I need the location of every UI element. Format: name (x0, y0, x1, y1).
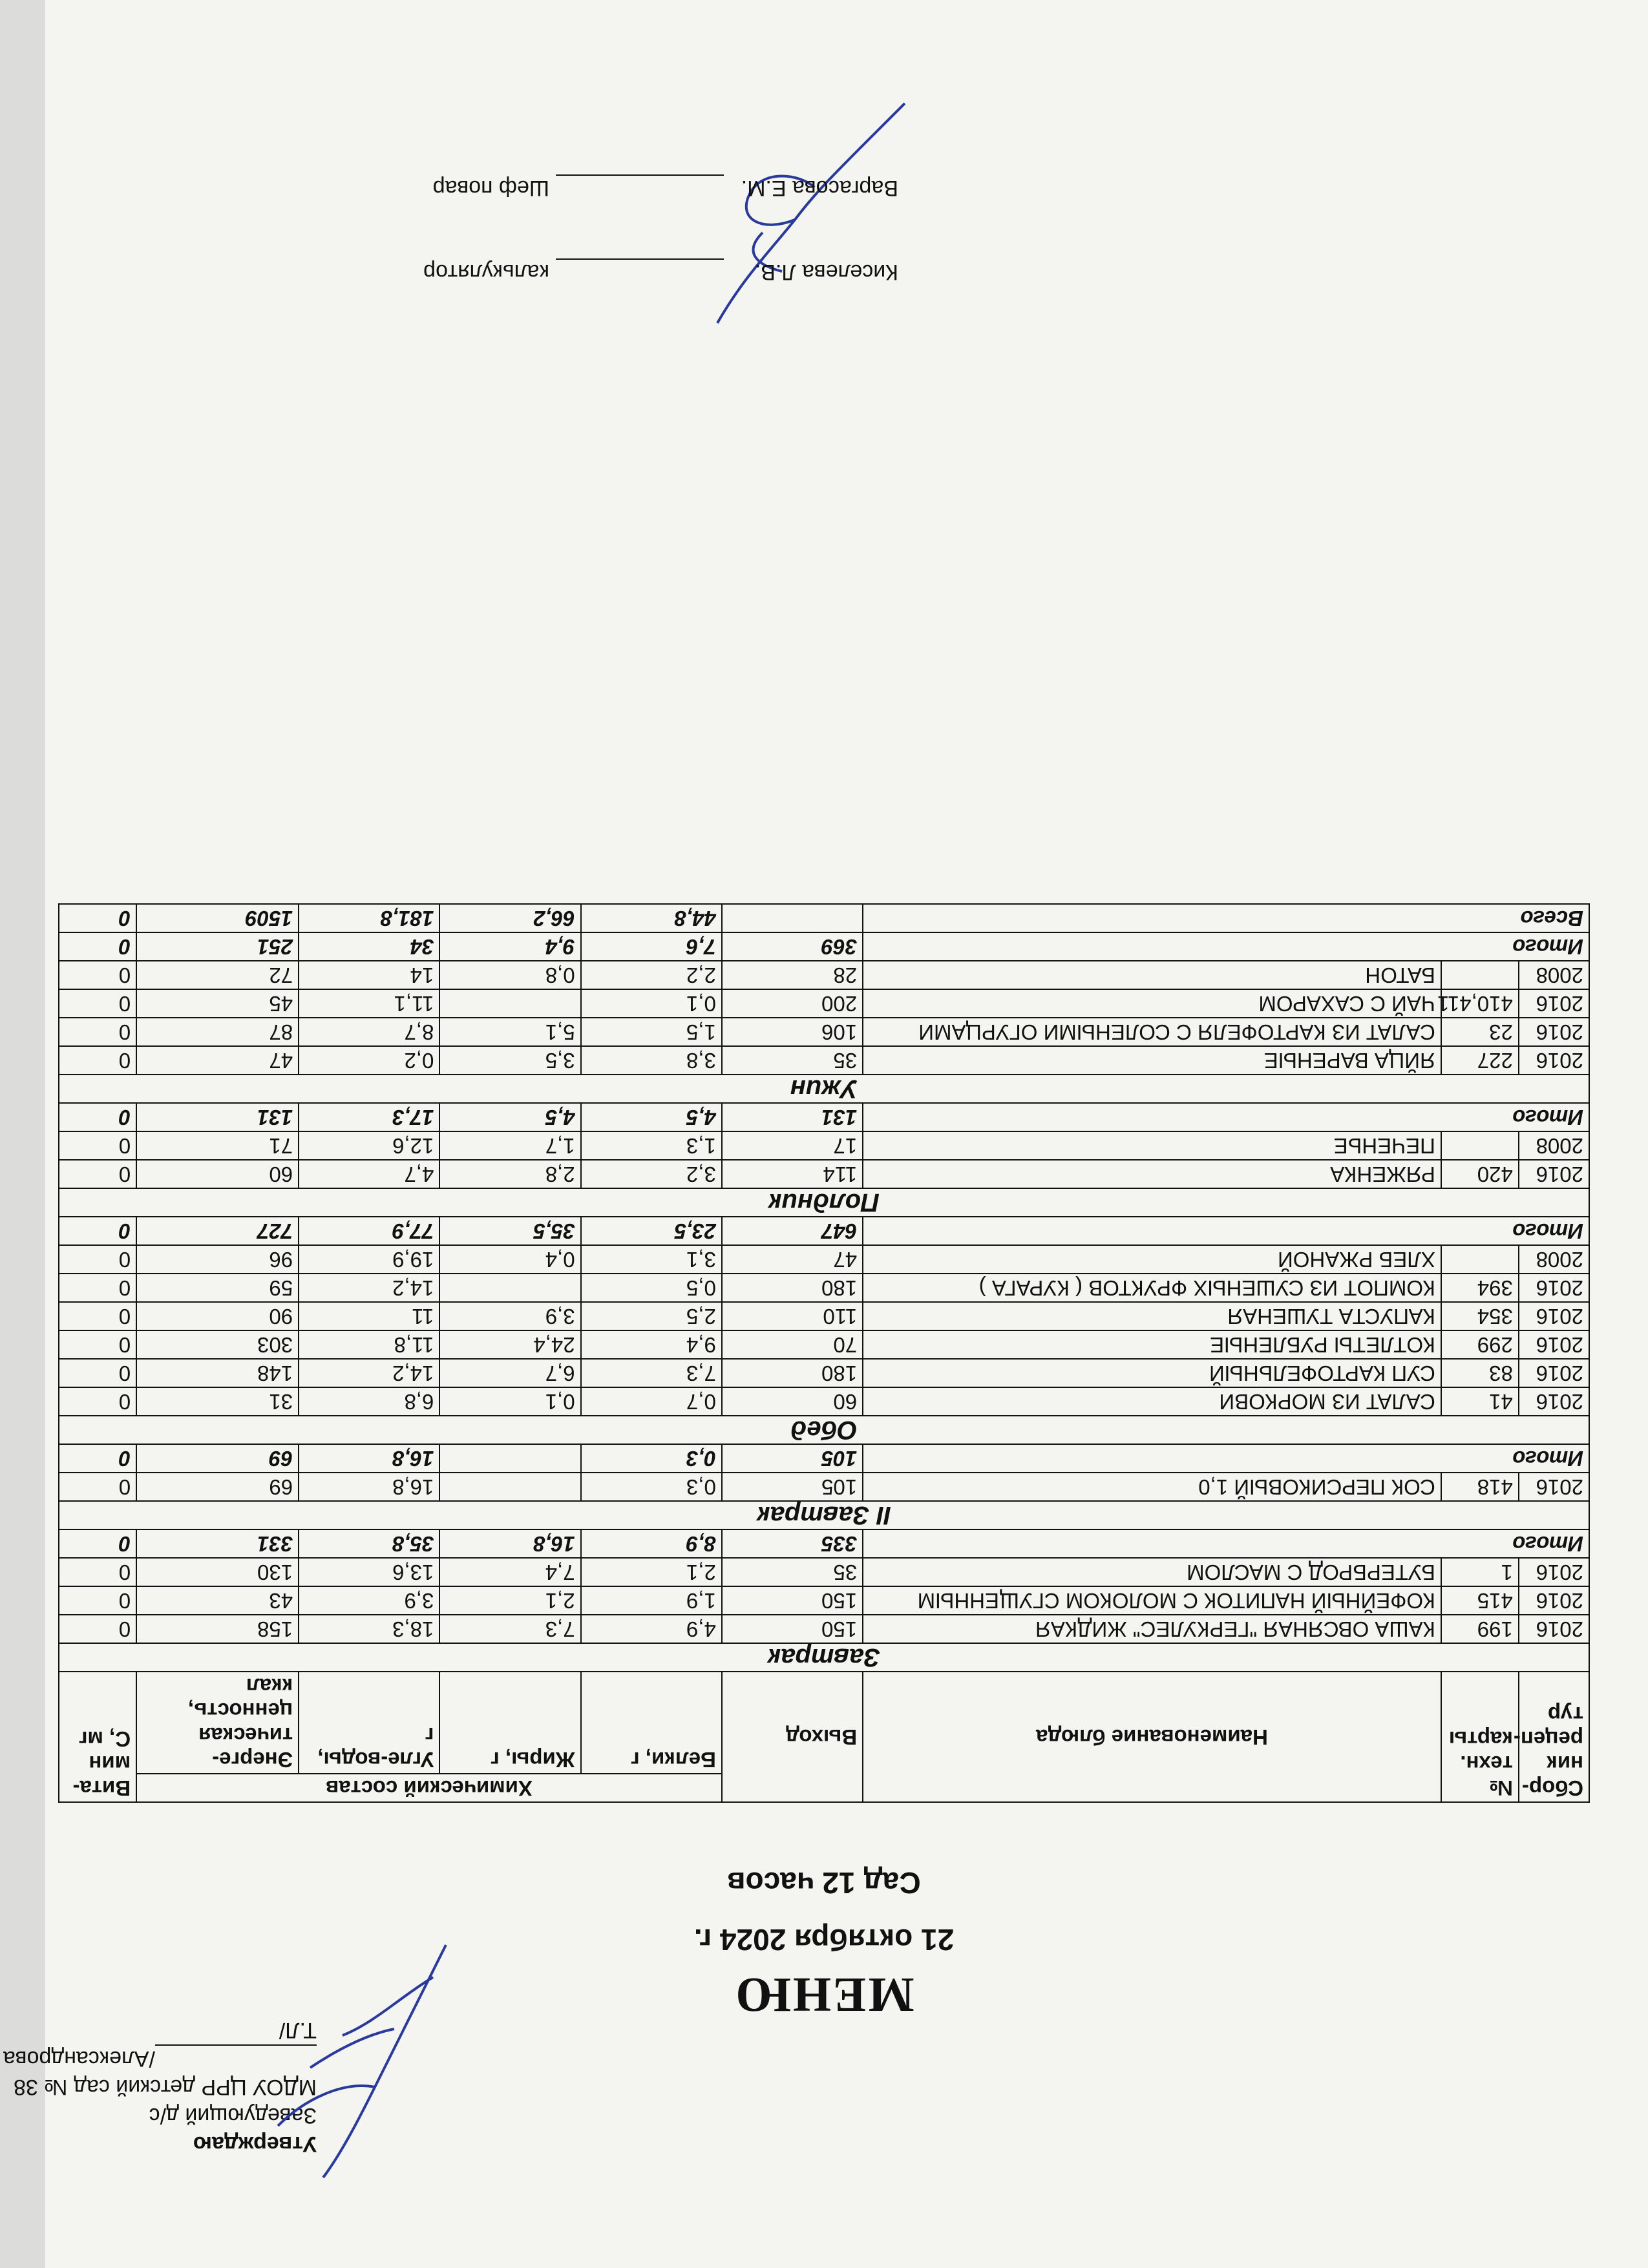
cell-e: 43 (136, 1586, 299, 1615)
cell-sbornik: 2008 (1519, 961, 1589, 989)
cell-dish: ПЕЧЕНЬЕ (863, 1131, 1441, 1160)
grand-total-label: Всего (863, 904, 1589, 932)
total-f: 4,5 (439, 1103, 580, 1131)
cell-dish: КОФЕЙНЫЙ НАПИТОК С МОЛОКОМ СГУЩЕННЫМ (863, 1586, 1441, 1615)
cell-f: 2,8 (439, 1160, 580, 1188)
cell-c: 4,7 (299, 1160, 439, 1188)
meal-total-row (59, 1444, 1589, 1473)
cell-p: 0,5 (581, 1274, 722, 1302)
cell-dish: КАПУСТА ТУШЕНАЯ (863, 1302, 1441, 1330)
total-e: 331 (136, 1529, 299, 1558)
cell-p: 9,4 (581, 1330, 722, 1359)
cell-e: 72 (136, 961, 299, 989)
cell-c: 18,3 (299, 1615, 439, 1643)
total-out: 131 (722, 1103, 863, 1131)
cell-card: 1 (1441, 1558, 1519, 1586)
table-row (59, 1302, 1589, 1330)
cell-dish: ЯЙЦА ВАРЕНЫЕ (863, 1046, 1441, 1075)
cell-dish: БАТОН (863, 961, 1441, 989)
cell-c: 11,1 (299, 989, 439, 1018)
cell-dish: БУТЕРБРОД С МАСЛОМ (863, 1558, 1441, 1586)
meal-name: Обед (59, 1416, 1589, 1444)
table-row (59, 1046, 1589, 1075)
table-row (59, 1558, 1589, 1586)
cell-c: 3,9 (299, 1586, 439, 1615)
menu-date: 21 октября 2024 г. (693, 1923, 955, 1957)
cell-f: 0,4 (439, 1245, 580, 1274)
cell-e: 87 (136, 1018, 299, 1046)
total-f: 16,8 (439, 1529, 580, 1558)
table-row (59, 1615, 1589, 1643)
total-c: 35,8 (299, 1529, 439, 1558)
header-tech-card: № техн. карты (1441, 1672, 1519, 1802)
approval-title: Утверждаю (193, 2132, 317, 2156)
cell-out: 106 (722, 1018, 863, 1046)
cell-sbornik: 2008 (1519, 1245, 1589, 1274)
cell-v: 0 (59, 1330, 136, 1359)
cell-p: 1,9 (581, 1586, 722, 1615)
table-row (59, 1160, 1589, 1188)
total-e: 727 (136, 1217, 299, 1245)
cell-sbornik: 2016 (1519, 1359, 1589, 1387)
cell-card: 227 (1441, 1046, 1519, 1075)
total-c: 34 (299, 932, 439, 961)
cell-sbornik: 2016 (1519, 1330, 1589, 1359)
total-f: 9,4 (439, 932, 580, 961)
total-f: 35,5 (439, 1217, 580, 1245)
header-chemical-composition: Химический состав (136, 1774, 722, 1802)
total-out: 647 (722, 1217, 863, 1245)
approval-signatory: /Александрова Т.Л/ (3, 2018, 317, 2071)
total-v: 0 (59, 1217, 136, 1245)
cell-f: 3,5 (439, 1046, 580, 1075)
header-carbs: Угле-воды, г (299, 1672, 439, 1774)
cell-f: 0,1 (439, 1387, 580, 1416)
cell-f: 24,4 (439, 1330, 580, 1359)
grand-total-out (722, 904, 863, 932)
cell-f (439, 1473, 580, 1501)
cell-e: 60 (136, 1160, 299, 1188)
header-protein: Белки, г (581, 1672, 722, 1774)
table-row (59, 1387, 1589, 1416)
cell-v: 0 (59, 961, 136, 989)
total-p: 23,5 (581, 1217, 722, 1245)
cell-c: 13,6 (299, 1558, 439, 1586)
grand-total-row (59, 904, 1589, 932)
cell-e: 303 (136, 1330, 299, 1359)
cell-card: 354 (1441, 1302, 1519, 1330)
meal-header-row (59, 1643, 1589, 1672)
cell-v: 0 (59, 989, 136, 1018)
meal-total-row (59, 1529, 1589, 1558)
cell-p: 3,1 (581, 1245, 722, 1274)
cell-f: 7,3 (439, 1615, 580, 1643)
cell-sbornik: 2016 (1519, 1473, 1589, 1501)
cell-f: 7,4 (439, 1558, 580, 1586)
total-f (439, 1444, 580, 1473)
cell-card: 199 (1441, 1615, 1519, 1643)
cell-card (1441, 961, 1519, 989)
cell-c: 8,7 (299, 1018, 439, 1046)
document-title: МЕНЮ (734, 1968, 914, 2022)
cell-card (1441, 1245, 1519, 1274)
total-c: 17,3 (299, 1103, 439, 1131)
cell-out: 150 (722, 1586, 863, 1615)
cell-e: 31 (136, 1387, 299, 1416)
cell-card: 83 (1441, 1359, 1519, 1387)
cell-e: 90 (136, 1302, 299, 1330)
meal-total-row (59, 932, 1589, 961)
grand-total-c: 181,8 (299, 904, 439, 932)
cell-c: 19,9 (299, 1245, 439, 1274)
cell-out: 105 (722, 1473, 863, 1501)
cell-dish: САЛАТ ИЗ МОРКОВИ (863, 1387, 1441, 1416)
cell-dish: САЛАТ ИЗ КАРТОФЕЛЯ С СОЛЕНЫМИ ОГУРЦАМИ (863, 1018, 1441, 1046)
cell-v: 0 (59, 1359, 136, 1387)
cell-p: 3,8 (581, 1046, 722, 1075)
table-row (59, 1245, 1589, 1274)
calculator-name: Киселева Л.В. (754, 260, 898, 284)
table-header-row (59, 1774, 1589, 1802)
cell-c: 16,8 (299, 1473, 439, 1501)
approval-organization: МДОУ ЦРР детский сад № 38 (13, 2075, 317, 2099)
cell-v: 0 (59, 1473, 136, 1501)
cell-c: 11 (299, 1302, 439, 1330)
header-output: Выход (722, 1672, 863, 1802)
cell-sbornik: 2016 (1519, 989, 1589, 1018)
cell-v: 0 (59, 1302, 136, 1330)
cell-out: 47 (722, 1245, 863, 1274)
cell-card: 23 (1441, 1018, 1519, 1046)
cell-dish: ХЛЕБ РЖАНОЙ (863, 1245, 1441, 1274)
total-label: Итого (863, 932, 1589, 961)
cell-v: 0 (59, 1615, 136, 1643)
menu-subtitle: Сад 12 часов (727, 1866, 921, 1900)
meal-header-row (59, 1501, 1589, 1529)
cell-out: 180 (722, 1274, 863, 1302)
cell-e: 130 (136, 1558, 299, 1586)
total-v: 0 (59, 1529, 136, 1558)
cell-out: 200 (722, 989, 863, 1018)
cell-p: 4,9 (581, 1615, 722, 1643)
cell-c: 14,2 (299, 1274, 439, 1302)
cell-card: 410,411 (1441, 989, 1519, 1018)
cell-e: 59 (136, 1274, 299, 1302)
meal-header-row (59, 1188, 1589, 1217)
total-label: Итого (863, 1103, 1589, 1131)
cell-card: 299 (1441, 1330, 1519, 1359)
total-label: Итого (863, 1217, 1589, 1245)
table-row (59, 1330, 1589, 1359)
cell-p: 0,1 (581, 989, 722, 1018)
header-sbornik: Сбор-ник рецеп-тур (1519, 1672, 1589, 1802)
grand-total-v: 0 (59, 904, 136, 932)
cell-card (1441, 1131, 1519, 1160)
cell-f (439, 989, 580, 1018)
cell-p: 2,5 (581, 1302, 722, 1330)
cell-e: 148 (136, 1359, 299, 1387)
approval-position: Заведующий д/с (149, 2103, 317, 2128)
header-vitamin-c: Вита-мин С, мг (59, 1672, 136, 1802)
grand-total-p: 44,8 (581, 904, 722, 932)
cell-dish: РЯЖЕНКА (863, 1160, 1441, 1188)
total-v: 0 (59, 932, 136, 961)
cell-out: 180 (722, 1359, 863, 1387)
cell-p: 7,3 (581, 1359, 722, 1387)
cell-out: 114 (722, 1160, 863, 1188)
cell-e: 47 (136, 1046, 299, 1075)
table-row (59, 989, 1589, 1018)
meal-header-row (59, 1075, 1589, 1103)
cell-out: 60 (722, 1387, 863, 1416)
document-header (0, 1865, 1648, 2022)
cell-dish: КОМПОТ ИЗ СУШЕНЫХ ФРУКТОВ ( КУРАГА ) (863, 1274, 1441, 1302)
menu-table-body (59, 904, 1589, 1672)
meal-name: II Завтрак (59, 1501, 1589, 1529)
cell-e: 96 (136, 1245, 299, 1274)
table-row (59, 1473, 1589, 1501)
cell-c: 12,6 (299, 1131, 439, 1160)
cell-f (439, 1274, 580, 1302)
cell-f: 5,1 (439, 1018, 580, 1046)
cell-f: 2,1 (439, 1586, 580, 1615)
meal-total-row (59, 1103, 1589, 1131)
cell-e: 71 (136, 1131, 299, 1160)
cell-v: 0 (59, 1245, 136, 1274)
cell-p: 2,1 (581, 1558, 722, 1586)
table-row (59, 1586, 1589, 1615)
table-row (59, 1131, 1589, 1160)
total-label: Итого (863, 1444, 1589, 1473)
total-p: 7,6 (581, 932, 722, 961)
grand-total-e: 1509 (136, 904, 299, 932)
menu-table (58, 903, 1590, 1803)
meal-name: Ужин (59, 1075, 1589, 1103)
cell-v: 0 (59, 1387, 136, 1416)
cell-dish: СОК ПЕРСИКОВЫЙ 1,0 (863, 1473, 1441, 1501)
table-row (59, 1274, 1589, 1302)
cell-c: 6,8 (299, 1387, 439, 1416)
chef-name: Варгасова Е.М. (741, 176, 898, 200)
cell-sbornik: 2016 (1519, 1387, 1589, 1416)
cell-f: 0,8 (439, 961, 580, 989)
cell-e: 69 (136, 1473, 299, 1501)
cell-p: 1,5 (581, 1018, 722, 1046)
total-label: Итого (863, 1529, 1589, 1558)
cell-card: 415 (1441, 1586, 1519, 1615)
grand-total-f: 66,2 (439, 904, 580, 932)
total-p: 0,3 (581, 1444, 722, 1473)
total-e: 131 (136, 1103, 299, 1131)
footer-signatures (58, 136, 898, 291)
cell-sbornik: 2016 (1519, 1558, 1589, 1586)
total-c: 77,9 (299, 1217, 439, 1245)
cell-v: 0 (59, 1160, 136, 1188)
cell-out: 17 (722, 1131, 863, 1160)
cell-dish: КОТЛЕТЫ РУБЛЕНЫЕ (863, 1330, 1441, 1359)
cell-v: 0 (59, 1558, 136, 1586)
cell-out: 70 (722, 1330, 863, 1359)
cell-v: 0 (59, 1018, 136, 1046)
cell-c: 0,2 (299, 1046, 439, 1075)
cell-sbornik: 2016 (1519, 1586, 1589, 1615)
meal-header-row (59, 1416, 1589, 1444)
cell-out: 28 (722, 961, 863, 989)
total-out: 335 (722, 1529, 863, 1558)
calculator-signature-row (58, 239, 898, 291)
chef-signature-line (556, 174, 724, 176)
table-row (59, 961, 1589, 989)
cell-f: 6,7 (439, 1359, 580, 1387)
cell-c: 14,2 (299, 1359, 439, 1387)
total-c: 16,8 (299, 1444, 439, 1473)
header-energy: Энерге-тическая ценность, ккал (136, 1672, 299, 1774)
table-row (59, 1359, 1589, 1387)
cell-dish: СУП КАРТОФЕЛЬНЫЙ (863, 1359, 1441, 1387)
cell-sbornik: 2016 (1519, 1018, 1589, 1046)
cell-out: 35 (722, 1558, 863, 1586)
cell-sbornik: 2008 (1519, 1131, 1589, 1160)
cell-dish: ЧАЙ С САХАРОМ (863, 989, 1441, 1018)
header-fat: Жиры, г (439, 1672, 580, 1774)
meal-name: Завтрак (59, 1643, 1589, 1672)
total-p: 8,9 (581, 1529, 722, 1558)
cell-card: 420 (1441, 1160, 1519, 1188)
chef-signature-row (58, 155, 898, 207)
cell-card: 41 (1441, 1387, 1519, 1416)
cell-v: 0 (59, 1046, 136, 1075)
cell-dish: КАША ОВСЯНАЯ "ГЕРКУЛЕС" ЖИДКАЯ (863, 1615, 1441, 1643)
calculator-label: калькулятор (423, 260, 549, 284)
total-e: 69 (136, 1444, 299, 1473)
total-v: 0 (59, 1103, 136, 1131)
meal-total-row (59, 1217, 1589, 1245)
table-row (59, 1018, 1589, 1046)
calculator-signature-line (556, 258, 724, 260)
cell-c: 14 (299, 961, 439, 989)
cell-out: 150 (722, 1615, 863, 1643)
cell-e: 158 (136, 1615, 299, 1643)
cell-p: 3,2 (581, 1160, 722, 1188)
cell-v: 0 (59, 1274, 136, 1302)
total-out: 105 (722, 1444, 863, 1473)
cell-p: 1,3 (581, 1131, 722, 1160)
cell-v: 0 (59, 1131, 136, 1160)
cell-p: 2,2 (581, 961, 722, 989)
meal-name: Полдник (59, 1188, 1589, 1217)
cell-f: 3,9 (439, 1302, 580, 1330)
total-e: 251 (136, 932, 299, 961)
header-dish-name: Наименование блюда (863, 1672, 1441, 1802)
cell-sbornik: 2016 (1519, 1160, 1589, 1188)
total-out: 369 (722, 932, 863, 961)
cell-p: 0,3 (581, 1473, 722, 1501)
total-p: 4,5 (581, 1103, 722, 1131)
cell-f: 1,7 (439, 1131, 580, 1160)
chef-label: Шеф повар (432, 176, 549, 200)
cell-e: 45 (136, 989, 299, 1018)
cell-out: 35 (722, 1046, 863, 1075)
cell-out: 110 (722, 1302, 863, 1330)
cell-c: 11,8 (299, 1330, 439, 1359)
cell-sbornik: 2016 (1519, 1302, 1589, 1330)
cell-sbornik: 2016 (1519, 1274, 1589, 1302)
cell-p: 0,7 (581, 1387, 722, 1416)
cell-sbornik: 2016 (1519, 1046, 1589, 1075)
cell-v: 0 (59, 1586, 136, 1615)
total-v: 0 (59, 1444, 136, 1473)
cell-sbornik: 2016 (1519, 1615, 1589, 1643)
cell-card: 394 (1441, 1274, 1519, 1302)
cell-card: 418 (1441, 1473, 1519, 1501)
